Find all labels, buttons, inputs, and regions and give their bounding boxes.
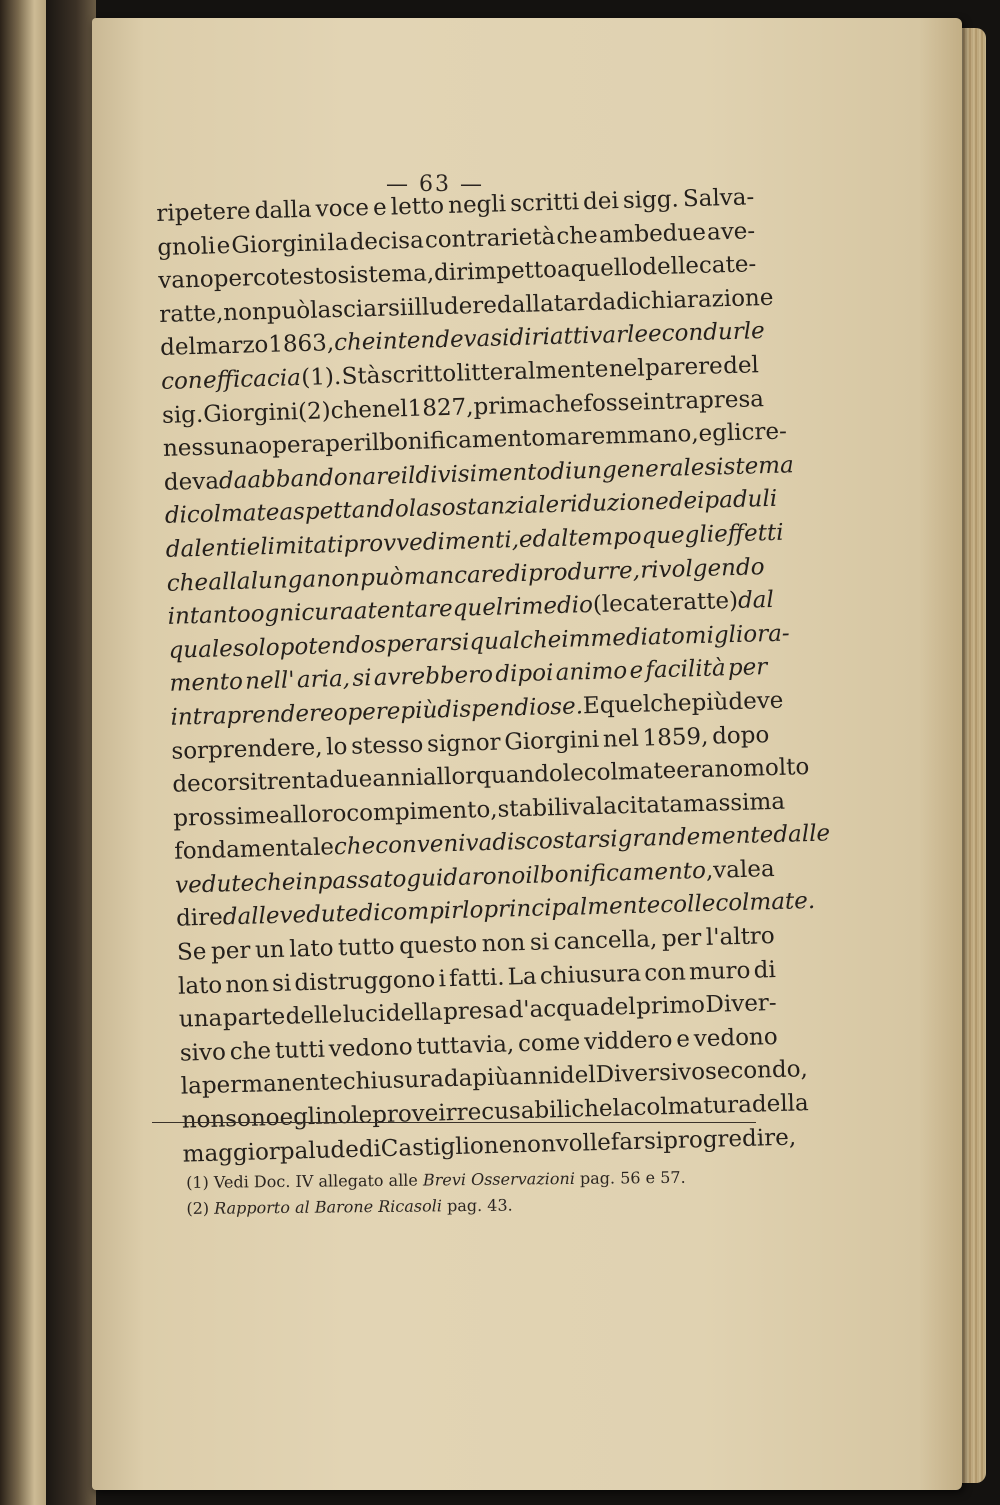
word: dalla [254, 196, 312, 225]
word: conveniva [374, 830, 493, 860]
word: nell' [244, 667, 296, 696]
word: e [372, 194, 388, 221]
word: nel [608, 355, 646, 383]
word: non [181, 1106, 226, 1134]
word: intraprendere [170, 700, 335, 731]
word: dei [582, 188, 620, 216]
word: prossime [172, 802, 280, 832]
word: ripetere [156, 198, 251, 227]
word: irrecusabili [437, 1096, 572, 1127]
word: si [529, 929, 550, 956]
word: quel [599, 691, 651, 719]
word: che [556, 222, 599, 250]
word: le [350, 1102, 373, 1129]
word: e [216, 232, 231, 259]
word: colmate. [715, 888, 816, 918]
word: gnoli [157, 232, 216, 261]
word: (2) [297, 397, 331, 425]
word: loro [299, 800, 347, 828]
word: dal [737, 587, 775, 615]
word: della [385, 999, 443, 1028]
word: a [353, 598, 368, 625]
word: che [333, 833, 376, 861]
word: d'acqua [508, 995, 600, 1024]
word: primo [635, 992, 706, 1021]
word: vedute [279, 901, 359, 930]
word: Giorgini [202, 398, 299, 428]
word: prima [473, 391, 543, 420]
word: permanente [201, 1069, 344, 1100]
word: sig. [161, 401, 204, 429]
word: (1). [300, 363, 342, 391]
word: in [295, 868, 318, 896]
word: produrre, [527, 557, 641, 587]
word: che [541, 390, 584, 418]
word: paduli [704, 486, 778, 515]
word: e [246, 534, 261, 561]
word: efficacia [202, 364, 302, 394]
word: lasciarsi [309, 294, 408, 324]
word: decorsi [172, 769, 258, 798]
word: ratte, [158, 299, 224, 328]
word: bonificamento [378, 425, 546, 457]
word: tutti [274, 1036, 326, 1064]
word: per [727, 654, 768, 682]
word: dirimpetto [433, 257, 558, 287]
word: 1859, [642, 723, 709, 752]
word: e [675, 1026, 691, 1053]
word: si [271, 970, 292, 997]
word: chiusura [342, 1066, 445, 1096]
word: opere [333, 698, 401, 727]
word: intrapresa [642, 385, 765, 416]
word: avrebbero [373, 662, 494, 692]
word: di [358, 1135, 382, 1163]
word: sistema [704, 452, 795, 481]
word: chiusura [539, 960, 642, 990]
word: una [178, 1005, 223, 1033]
word: il [524, 862, 541, 889]
word: , [705, 857, 714, 884]
word: vale [712, 856, 762, 884]
word: massima [682, 788, 786, 818]
word: prove [371, 1100, 439, 1129]
word: e [629, 657, 644, 685]
footnotes [186, 1164, 767, 1222]
word: intendevasi [375, 325, 510, 356]
word: dispendiose. [436, 693, 584, 724]
word: negli [447, 191, 507, 219]
word: che [333, 329, 376, 357]
word: La [507, 963, 538, 991]
word: i [438, 965, 447, 993]
word: scritto [380, 360, 457, 389]
word: volle [555, 1129, 612, 1157]
word: Giorgini [231, 229, 327, 259]
word: da [165, 536, 195, 563]
word: generale [601, 454, 705, 484]
word: aria, [296, 666, 351, 694]
word: erano [675, 755, 744, 784]
word: maremmano, [544, 421, 699, 452]
word: il [364, 430, 380, 457]
word: del [599, 994, 637, 1022]
word: di [753, 956, 777, 984]
word: tentare [367, 596, 454, 625]
word: tutto [337, 933, 395, 962]
word: si [352, 665, 372, 693]
word: cre- [741, 418, 788, 446]
word: per [661, 925, 702, 953]
word: il [400, 462, 416, 490]
word: Diversivo [595, 1059, 706, 1089]
word: cateratte) [622, 588, 739, 618]
word: maggior [182, 1138, 281, 1168]
word: sistema, [337, 260, 435, 290]
word: le [562, 760, 585, 787]
word: la [595, 793, 618, 820]
word: non [225, 970, 270, 999]
word: facilità [645, 655, 726, 684]
word: illudere [406, 292, 498, 321]
word: con [160, 367, 204, 395]
word: che [330, 396, 373, 424]
word: di [164, 502, 188, 530]
word: nel [602, 725, 640, 753]
word: scritti [509, 189, 580, 218]
word: anni [371, 764, 424, 793]
word: secondo, [704, 1056, 809, 1086]
word: colmate [583, 757, 677, 787]
word: molto [742, 754, 810, 782]
word: egli [698, 419, 742, 448]
word: ave- [706, 217, 756, 246]
word: sostanziale [429, 492, 560, 522]
word: dire [175, 904, 224, 933]
word: sperarsi [374, 629, 470, 658]
word: vedute [174, 870, 255, 899]
word: 1863, [267, 330, 335, 359]
word: del [159, 334, 197, 362]
word: cotesto [252, 263, 338, 292]
word: bonificamento [539, 857, 707, 889]
word: dalle [222, 903, 280, 931]
word: colmatura [633, 1091, 753, 1122]
word: che [253, 869, 296, 897]
word: anni [508, 1063, 561, 1091]
word: lato [288, 935, 334, 963]
word: divisimento [415, 458, 551, 489]
word: non [511, 1130, 557, 1159]
word: più [691, 689, 729, 717]
facing-page-edge [0, 0, 46, 1505]
word: intanto [167, 601, 252, 630]
word: (le [592, 591, 624, 619]
word: mancare [403, 560, 506, 590]
word: dei [668, 488, 705, 516]
word: mento [169, 669, 244, 698]
word: aspettando [279, 496, 410, 527]
word: quale [168, 635, 234, 664]
word: fatti. [448, 964, 505, 992]
word: parte [222, 1003, 286, 1032]
word: palude [279, 1136, 360, 1165]
word: tarda [553, 288, 617, 317]
word: presa [442, 997, 509, 1026]
word: dal [532, 525, 569, 553]
word: da [443, 1065, 473, 1093]
word: fondamentale [173, 834, 335, 866]
word: eglino [279, 1102, 352, 1131]
word: e [518, 526, 533, 553]
word: animo [555, 658, 628, 687]
footnote-text: pag. 43. [441, 1195, 513, 1216]
word: signor [426, 729, 501, 758]
word: discostarsi [491, 826, 619, 857]
word: decisa [349, 227, 425, 256]
word: parere [644, 353, 724, 382]
word: tempo [568, 523, 642, 552]
word: al [278, 801, 301, 829]
word: fosse [583, 389, 644, 417]
word: compirlo [380, 897, 484, 927]
word: Giorgini [504, 726, 600, 755]
word: quegli [641, 521, 715, 550]
word: voce [315, 195, 370, 223]
word: litteralmente [456, 356, 609, 387]
word: di [509, 324, 532, 352]
body-text [156, 181, 831, 1172]
word: la [408, 495, 431, 523]
word: alla [207, 568, 251, 596]
word: rimedio [502, 592, 594, 621]
word: di [505, 560, 529, 587]
word: guidarono [406, 862, 526, 893]
word: per [210, 937, 251, 965]
word: non [316, 564, 361, 593]
word: la [180, 1073, 203, 1101]
word: del [559, 1062, 597, 1090]
word: cate- [698, 251, 757, 280]
word: colmate [186, 500, 280, 529]
word: Salva- [682, 184, 755, 213]
word: Castiglione [380, 1132, 513, 1162]
word: solo [232, 634, 281, 662]
word: e [647, 321, 663, 348]
word: passato [317, 866, 407, 895]
word: più [400, 697, 438, 725]
word: vedono [328, 1034, 413, 1063]
word: da [218, 467, 248, 495]
word: cura [301, 598, 355, 627]
word: delle [641, 253, 700, 281]
page-number: — 63 — [386, 172, 484, 197]
word: stesso [350, 731, 424, 760]
word: come [517, 1029, 581, 1058]
footnote-text: pag. 56 e 57. [574, 1167, 686, 1188]
word: del [722, 352, 760, 380]
word: allorquando [422, 760, 564, 791]
word: E [582, 692, 601, 720]
word: lunga [250, 566, 317, 595]
word: un [254, 936, 286, 964]
word: immediato [560, 623, 686, 653]
word: grandemente [617, 822, 774, 853]
book-gutter [46, 0, 96, 1505]
word: che [229, 1037, 272, 1066]
word: Se [176, 938, 207, 966]
word: citata [616, 791, 684, 820]
word: limitati [259, 531, 345, 561]
word: farsi [610, 1127, 664, 1156]
word: cancella, [553, 926, 658, 956]
word: effetti [713, 519, 784, 548]
word: sono [224, 1104, 280, 1133]
word: rivolgendo [639, 553, 765, 584]
word: Stà [341, 362, 381, 390]
word: dipoi [495, 660, 554, 689]
word: che [649, 690, 692, 718]
word: della [751, 1090, 810, 1118]
word: dalla [496, 290, 555, 319]
word: nessuna [162, 433, 259, 463]
word: lo [325, 733, 348, 760]
word: deve [728, 687, 784, 716]
word: progredire, [662, 1124, 797, 1154]
word: riduzione [558, 489, 670, 519]
word: opera [257, 431, 326, 460]
word: l'altro [705, 923, 776, 951]
footnote-text: (2) [186, 1198, 215, 1218]
word: condurle [661, 318, 766, 348]
word: sigg. [622, 186, 680, 214]
word: con [643, 959, 687, 987]
word: a [760, 855, 775, 883]
word: riattivarle [531, 321, 649, 351]
word: deva [163, 468, 220, 496]
word: ambedue [598, 219, 707, 249]
word: tuttavia, [416, 1031, 515, 1060]
footnote-rule [152, 1122, 756, 1123]
word: dalle [772, 820, 831, 849]
word: lenti [193, 534, 247, 563]
word: che [570, 1095, 613, 1123]
word: trentadue [257, 766, 373, 796]
footnote-text: (1) Vedi Doc. IV allegato alle [186, 1170, 424, 1192]
word: vedono [693, 1023, 778, 1053]
word: sorprendere, [171, 734, 323, 765]
word: abbandonare [247, 463, 402, 494]
word: quel [452, 594, 504, 622]
word: qualche [469, 626, 562, 656]
word: un [572, 457, 603, 485]
word: distruggono [294, 966, 436, 997]
word: Diver- [705, 990, 777, 1019]
word: migliora- [684, 620, 790, 650]
footnote-text: Rapporto al Barone Ricasoli [214, 1196, 443, 1218]
word: viddero [583, 1026, 673, 1056]
word: quello [570, 254, 643, 283]
word: di [358, 900, 381, 928]
word: può [266, 297, 311, 325]
word: non [481, 930, 526, 958]
word: per [324, 430, 365, 458]
word: che [166, 569, 209, 597]
word: delle [285, 1002, 343, 1030]
word: letto [390, 192, 445, 221]
word: non [222, 298, 268, 326]
word: dopo [711, 721, 770, 750]
word: la [612, 1095, 634, 1122]
word: lato [177, 972, 223, 1000]
word: potendo [279, 631, 375, 661]
word: colle [659, 891, 716, 919]
word: per [213, 265, 254, 293]
word: dichiarazione [615, 284, 774, 315]
word: compimento, [345, 796, 498, 827]
word: 1827, [407, 393, 474, 422]
word: più [472, 1064, 510, 1092]
word: ogni [250, 600, 302, 628]
word: contrarietà [424, 223, 556, 254]
word: di [549, 458, 573, 485]
word: nel [371, 395, 409, 423]
word: muro [688, 957, 751, 986]
word: luci [342, 1001, 386, 1029]
word: questo [398, 931, 478, 960]
footnote-text: Brevi Osservazioni [422, 1168, 575, 1190]
word: marzo [195, 332, 269, 361]
word: può [359, 563, 404, 591]
word: vano [157, 266, 215, 295]
word: principalmente [483, 892, 661, 924]
word: sivo [179, 1039, 227, 1067]
word: a [556, 256, 572, 284]
word: stabiliva [497, 793, 597, 823]
word: la [327, 229, 349, 256]
word: provvedimenti, [343, 526, 520, 558]
